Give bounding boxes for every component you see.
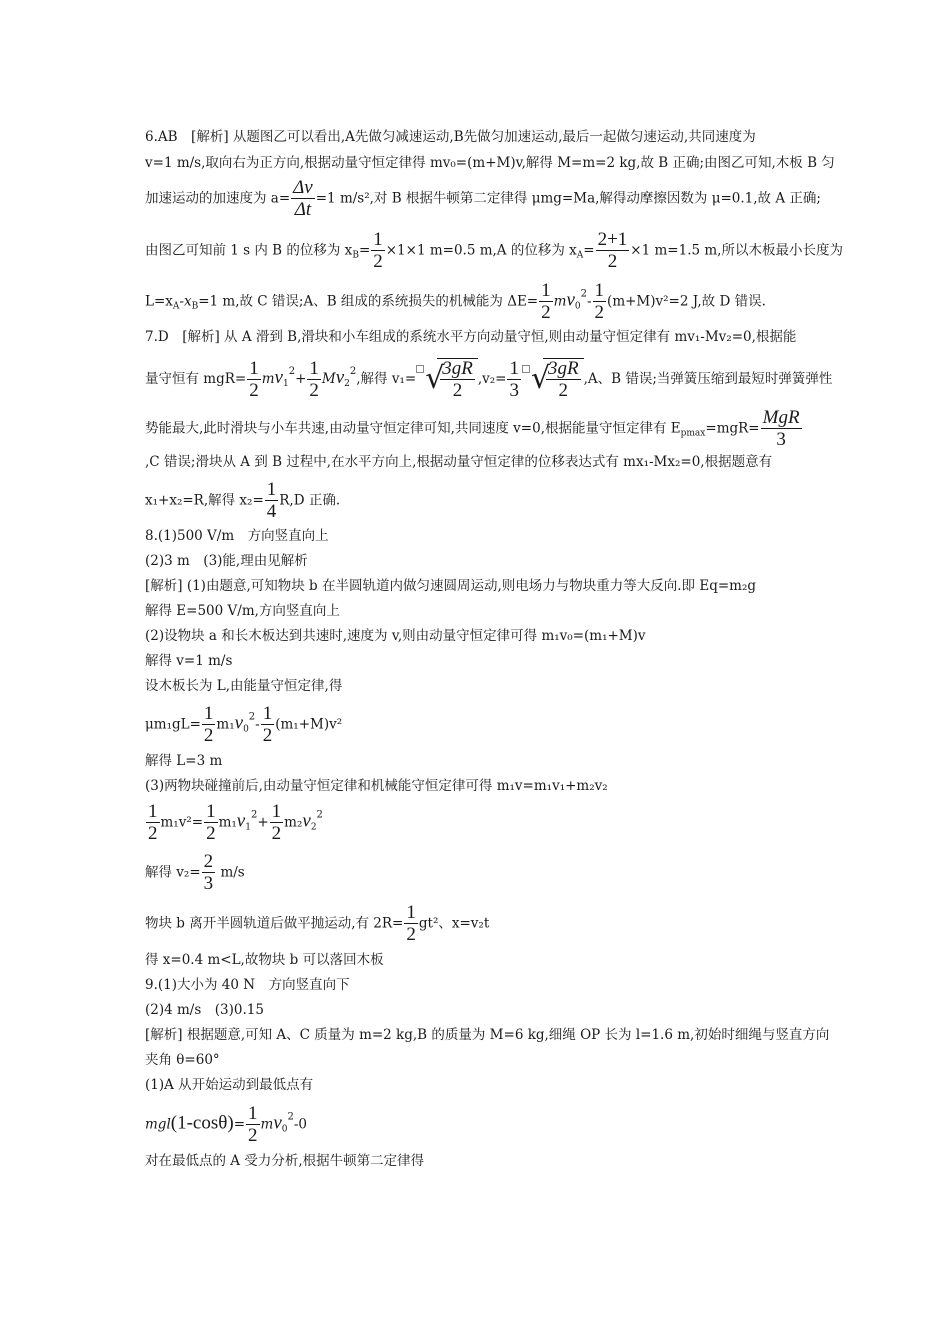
q7-text-4: ,C 错误;滑块从 A 到 B 过程中,在水平方向上,根据动量守恒定律的位移表达式有 mx₁-Mx₂=0,根据题意有: [145, 454, 773, 470]
radical-icon: √: [530, 361, 551, 396]
q6-line-2: [145, 154, 835, 172]
q8-text-4: 解得 E=500 V/m,方向竖直向上: [145, 603, 340, 619]
fraction-den: 3: [776, 429, 786, 450]
fraction-num: 1: [271, 801, 282, 822]
var-m2: m₂: [284, 814, 303, 831]
minus: -: [586, 293, 592, 310]
var-m: m: [260, 1116, 274, 1133]
fraction-num: 1: [266, 479, 277, 500]
subscript: B: [191, 301, 199, 312]
fraction-den: 2: [248, 1125, 258, 1146]
q7-text-5a: x₁+x₂=R,解得 x₂=: [145, 492, 264, 509]
q9-line-7: [145, 1152, 424, 1170]
var-v: v: [302, 810, 311, 832]
q7-text-3a: 势能最大,此时滑块与小车共速,由动量守恒定律可知,共同速度 v=0,根据能量守恒定律有 E: [145, 420, 681, 437]
q8-line-13: [145, 903, 489, 945]
q8-line-2: [145, 552, 308, 570]
fraction-num: 1: [148, 801, 158, 822]
half-fraction: [146, 802, 160, 844]
fraction-den: 2: [271, 823, 282, 844]
minus: -: [179, 293, 184, 310]
subscript: A: [172, 301, 180, 312]
q8-text-1: 8.(1)500 V/m 方向竖直向上: [145, 528, 329, 544]
q9-line-1: [145, 976, 350, 994]
plus: +: [295, 371, 307, 387]
q6-line-3: [145, 178, 821, 220]
fraction-den: 2: [558, 380, 569, 401]
fraction-den: 2: [203, 725, 214, 746]
fraction-den: 2: [594, 302, 605, 323]
subscript: pmax: [680, 428, 706, 439]
q9-text-5: (1)A 从开始运动到最低点有: [145, 1077, 314, 1093]
q7-text-2c: ,v₂=: [477, 371, 507, 387]
q8-text-8a: μm₁gL=: [145, 716, 201, 733]
var-v: v: [273, 1112, 282, 1134]
half-fraction: [204, 802, 218, 844]
fraction-num: 2: [203, 851, 214, 872]
q8-text-6: 解得 v=1 m/s: [145, 653, 233, 669]
superscript: 2: [287, 1111, 294, 1123]
fraction-num: 1: [541, 280, 551, 301]
fraction-den: 2: [452, 380, 463, 401]
fraction-den: 2: [309, 379, 319, 401]
half-fraction: [593, 281, 607, 323]
q6-text-2: v=1 m/s,取向右为正方向,根据动量守恒定律得 mv₀=(m+M)v,解得 M=m=2 kg,故 B 正确;由图乙可知,木板 B 匀: [145, 155, 835, 171]
half-fraction: [270, 802, 284, 844]
fraction-num: MgR: [762, 407, 800, 428]
q6-line-4: [145, 230, 843, 272]
q8-text-8b: (m₁+M)v²: [275, 716, 343, 733]
q9-text-6b: 1-cosθ: [177, 1112, 228, 1134]
fraction-num: 1: [206, 801, 216, 822]
fraction-den: 4: [266, 501, 277, 522]
q7-line-4: [145, 453, 772, 471]
subscript: A: [576, 250, 584, 261]
fraction-den: 3: [509, 379, 519, 401]
q7-text-2d: ,A、B 错误;当弹簧压缩到最短时弹簧弹性: [583, 371, 833, 387]
q8-line-10: [145, 777, 608, 795]
superscript: 2: [316, 809, 323, 821]
q8-text-7: 设木板长为 L,由能量守恒定律,得: [145, 678, 343, 694]
placeholder-box-icon: [416, 365, 424, 373]
equals: =: [583, 242, 595, 259]
q8-text-12b: m/s: [216, 864, 245, 881]
var-m1: m₁: [216, 716, 235, 733]
q8-text-14: 得 x=0.4 m<L,故物块 b 可以落回木板: [145, 952, 384, 968]
v2-fraction: [202, 852, 216, 894]
q6-text-4a: 由图乙可知前 1 s 内 B 的位移为 x: [145, 242, 353, 259]
q8-text-12a: 解得 v₂=: [145, 864, 201, 881]
fraction-num: 3gR: [547, 358, 579, 379]
q7-text-5b: R,D 正确.: [279, 492, 341, 509]
q6-text-3b: =1 m/s²,对 B 根据牛顿第二定律得 μmg=Ma,解得动摩擦因数为 μ=0.1,故 A 正确;: [315, 190, 821, 207]
fraction-num: 1: [509, 357, 519, 379]
q9-line-6: [145, 1104, 307, 1146]
sqrt-expression: [425, 358, 478, 401]
fraction-den: 2: [249, 379, 259, 401]
fraction-den: 3: [203, 873, 214, 894]
superscript: 2: [248, 711, 256, 723]
avg-fraction: [596, 230, 630, 272]
subscript: 0: [281, 1124, 288, 1135]
mgr-fraction: [761, 408, 802, 450]
half-fraction: [371, 230, 385, 272]
q7-line-3: [145, 408, 803, 450]
superscript: 2: [250, 809, 258, 821]
q9-text-6d: -0: [293, 1116, 308, 1133]
q8-line-8: [145, 704, 342, 746]
half-fraction: [404, 903, 418, 945]
var-v: v: [335, 367, 345, 388]
q8-line-3: [145, 577, 756, 595]
q7-text-2a: 量守恒有 mgR=: [145, 371, 247, 387]
q6-line-1: [145, 128, 756, 146]
q8-line-12: [145, 852, 245, 894]
sqrt-fraction: [546, 359, 581, 401]
fraction-num: 3gR: [442, 358, 473, 379]
q7-text-2b: ,解得 v₁=: [356, 371, 417, 387]
q8-line-14: [145, 951, 384, 969]
q8-text-2: (2)3 m (3)能,理由见解析: [145, 553, 308, 569]
half-fraction: [539, 281, 553, 323]
fraction-num: 2+1: [597, 229, 628, 250]
var-v: v: [234, 712, 244, 734]
subscript: B: [352, 250, 359, 261]
q9-text-1: 9.(1)大小为 40 N 方向竖直向下: [145, 977, 350, 993]
var-m: m: [553, 293, 567, 310]
superscript: 2: [580, 288, 587, 300]
accel-fraction: [291, 178, 315, 220]
quarter-fraction: [265, 480, 279, 522]
equals: =: [358, 242, 371, 259]
fraction-num: Δv: [293, 177, 313, 198]
fraction-num: 1: [248, 1103, 258, 1124]
var-v: v: [566, 289, 575, 311]
fraction-den: 2: [262, 725, 273, 746]
radical-icon: √: [425, 361, 445, 396]
q9-text-4: 夹角 θ=60°: [145, 1052, 220, 1068]
fraction-num: 1: [249, 357, 259, 379]
superscript: 2: [288, 366, 296, 377]
q8-line-1: [145, 527, 329, 545]
fraction-den: 2: [373, 251, 383, 272]
fraction-num: 1: [309, 357, 319, 379]
sqrt-fraction: [440, 359, 475, 401]
q6-text-4c: ×1 m=1.5 m,所以木板最小长度为: [630, 242, 843, 259]
q8-line-6: [145, 652, 232, 670]
fraction-den: 2: [206, 823, 216, 844]
fraction-num: 1: [373, 229, 383, 250]
q7-line-5: [145, 480, 340, 522]
half-fraction: [261, 704, 275, 746]
third-fraction: [507, 359, 521, 401]
subscript: 0: [574, 301, 581, 312]
q9-text-6c: =: [233, 1116, 245, 1133]
q9-line-2: [145, 1001, 264, 1019]
q6-text-5b: =1 m,故 C 错误;A、B 组成的系统损失的机械能为 ΔE=: [198, 293, 539, 310]
q6-line-5: $L=x_A-x_B=1$ m,故 C 错误;A、B 组成的系统损失的机械能为 ΔE= $\frac{1}{2}$ $mv_0^2-$ $\frac{1}{2}$ (m+M)v²=2 J,故 D 错误.: [145, 280, 766, 323]
q9-line-4: [145, 1051, 220, 1069]
q6-text-1: 6.AB [解析] 从题图乙可以看出,A先做匀减速运动,B先做匀加速运动,最后一起做匀速运动,共同速度为: [145, 129, 756, 145]
subscript: 2: [310, 822, 317, 833]
q8-text-11a: m₁v²=: [160, 814, 204, 831]
paren-open: (: [170, 1112, 178, 1134]
fraction-num: 1: [203, 703, 214, 724]
q6-text-5a: L=x: [145, 293, 173, 310]
paren-close: ): [227, 1112, 234, 1134]
q8-line-9: [145, 752, 222, 770]
q8-text-13a: 物块 b 离开半圆轨道后做平抛运动,有 2R=: [145, 915, 404, 932]
fraction-num: 1: [406, 902, 416, 923]
subscript: 2: [344, 379, 350, 389]
q8-line-4: [145, 602, 340, 620]
fraction-den: Δt: [294, 199, 312, 220]
minus: -: [255, 716, 260, 733]
q8-line-5: [145, 627, 646, 645]
subscript: 1: [282, 379, 289, 389]
q9-text-3: [解析] 根据题意,可知 A、C 质量为 m=2 kg,B 的质量为 M=6 kg,细绳 OP 长为 l=1.6 m,初始时细绳与竖直方向: [145, 1027, 830, 1043]
q8-line-7: [145, 677, 342, 695]
q9-text-6a: mgl: [145, 1116, 171, 1133]
half-fraction: [246, 1104, 260, 1146]
q8-text-5: (2)设物块 a 和长木板达到共速时,速度为 v,则由动量守恒定律可得 m₁v₀=(m₁+M)v: [145, 628, 646, 644]
q9-text-7: 对在最低点的 A 受力分析,根据牛顿第二定律得: [145, 1153, 425, 1169]
var-m: m: [261, 371, 275, 387]
q9-line-5: [145, 1076, 313, 1094]
q9-line-3: [145, 1026, 829, 1044]
q7-line-2: [145, 358, 832, 401]
q8-text-10: (3)两物块碰撞前后,由动量守恒定律和机械能守恒定律可得 m₁v=m₁v₁+m₂v₂: [145, 778, 608, 794]
q8-text-9: 解得 L=3 m: [145, 753, 223, 769]
var-M: M: [321, 371, 336, 387]
q7-line-1: [145, 328, 796, 346]
q9-text-2: (2)4 m/s (3)0.15: [145, 1002, 264, 1018]
q6-text-3a: 加速运动的加速度为 a=: [145, 190, 291, 207]
fraction-num: 1: [262, 703, 273, 724]
q6-text-4b: ×1×1 m=0.5 m,A 的位移为 x: [385, 242, 577, 259]
superscript: 2: [349, 366, 357, 377]
q8-line-11: [145, 802, 323, 844]
placeholder-box-icon: [522, 365, 530, 373]
q7-text-3b: =mgR=: [705, 420, 760, 437]
plus: +: [257, 814, 269, 831]
var-m1: m₁: [218, 814, 237, 831]
var-v: v: [236, 810, 246, 832]
q7-text-1: 7.D [解析] 从 A 滑到 B,滑块和小车组成的系统水平方向动量守恒,则由动量守恒定律有 mv₁-Mv₂=0,根据能: [145, 329, 797, 345]
var-v: v: [274, 367, 283, 388]
fraction-den: 2: [541, 302, 551, 323]
half-fraction: [247, 359, 261, 401]
half-fraction: [202, 704, 216, 746]
subscript: 0: [243, 724, 249, 735]
fraction-num: 1: [594, 280, 605, 301]
sqrt-expression: [531, 358, 584, 401]
fraction-den: 2: [607, 251, 618, 272]
half-fraction: [307, 359, 321, 401]
q6-text-5c: (m+M)v²=2 J,故 D 错误.: [607, 293, 766, 310]
fraction-den: 2: [148, 823, 158, 844]
q8-text-13b: gt²、x=v₂t: [418, 915, 490, 932]
q8-text-3: [解析] (1)由题意,可知物块 b 在半圆轨道内做匀速圆周运动,则电场力与物块重力等大反向.即 Eq=m₂g: [145, 578, 756, 594]
fraction-den: 2: [406, 924, 416, 945]
subscript: 1: [245, 822, 251, 833]
